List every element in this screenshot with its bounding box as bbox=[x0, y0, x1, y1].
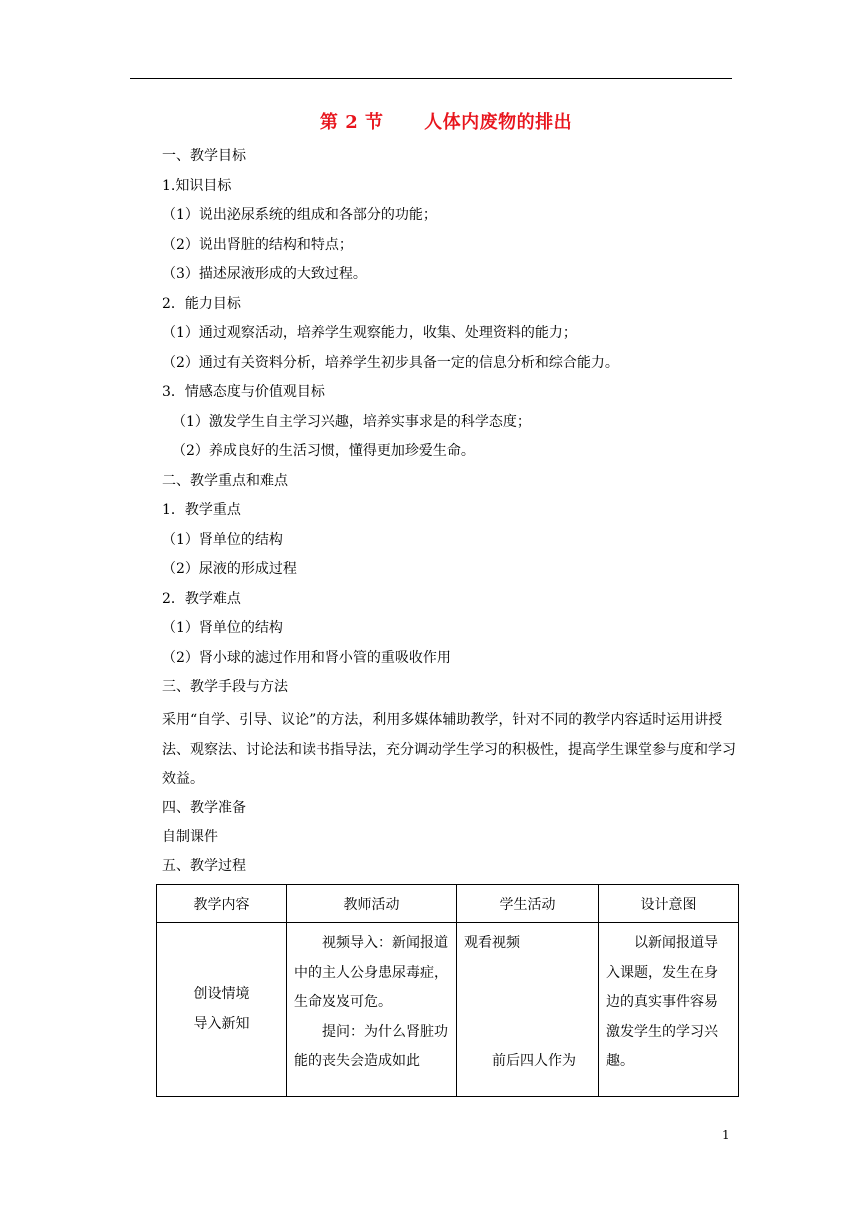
outline-line: 三、教学手段与方法 bbox=[162, 679, 288, 695]
outline-line: （1）肾单位的结构 bbox=[162, 620, 283, 636]
outline-line: 2．能力目标 bbox=[162, 296, 241, 312]
table-header-cell: 设计意图 bbox=[599, 885, 739, 923]
outline-line: （2）尿液的形成过程 bbox=[162, 561, 297, 577]
outline-line: 1.知识目标 bbox=[162, 178, 232, 194]
table-row bbox=[157, 923, 739, 1097]
outline-line: （2）养成良好的生活习惯，懂得更加珍爱生命。 bbox=[172, 443, 475, 459]
outline-line: 1．教学重点 bbox=[162, 502, 241, 518]
design-intent-text: 以新闻报道导入课题，发生在身边的真实事件容易激发学生的学习兴趣。 bbox=[606, 935, 718, 1069]
student-activity-cell bbox=[457, 923, 599, 1097]
header-rule bbox=[130, 78, 732, 79]
outline-line: 一、教学目标 bbox=[162, 148, 246, 164]
table-header-cell: 教学内容 bbox=[157, 885, 287, 923]
teacher-activity-cell bbox=[287, 923, 457, 1097]
section-heading: 四、教学准备 bbox=[162, 800, 246, 816]
content-line: 创设情境 bbox=[193, 986, 250, 1002]
method-paragraph bbox=[162, 706, 738, 795]
table-header-cell: 学生活动 bbox=[457, 885, 599, 923]
content-line: 导入新知 bbox=[193, 1015, 250, 1032]
page-number: 1 bbox=[722, 1128, 730, 1142]
student-activity-text: 前后四人作为 bbox=[492, 1053, 576, 1069]
outline-line: 二、教学重点和难点 bbox=[162, 473, 288, 489]
process-table bbox=[156, 884, 739, 1097]
method-paragraph-text: 采用“自学、引导、议论”的方法，利用多媒体辅助教学，针对不同的教学内容适时运用讲授法、观察法、讨论法和读书指导法，充分调动学生学习的积极性，提高学生课堂参与度和学习效益。 bbox=[162, 712, 736, 787]
teacher-activity-text: 提问：为什么肾脏功能的丧失会造成如此 bbox=[294, 1023, 448, 1069]
outline-line: 3．情感态度与价值观目标 bbox=[162, 384, 325, 400]
preparation-text: 自制课件 bbox=[162, 829, 218, 845]
section-heading: 五、教学过程 bbox=[162, 858, 246, 874]
outline-line: （1）肾单位的结构 bbox=[162, 532, 283, 548]
table-header-row bbox=[157, 885, 739, 923]
outline-line: （2）说出肾脏的结构和特点； bbox=[162, 237, 353, 253]
outline-line: （1）激发学生自主学习兴趣，培养实事求是的科学态度； bbox=[172, 414, 531, 430]
page-title: 第 2 节 人体内废物的排出 bbox=[319, 112, 573, 133]
student-activity-text: 观看视频 bbox=[464, 935, 520, 951]
outline-line: （2）肾小球的滤过作用和肾小管的重吸收作用 bbox=[162, 650, 451, 666]
outline-line: （1）通过观察活动，培养学生观察能力，收集、处理资料的能力； bbox=[162, 325, 577, 341]
teacher-activity-text: 视频导入：新闻报道中的主人公身患尿毒症，生命岌岌可危。 bbox=[294, 935, 448, 1010]
outline-line: （2）通过有关资料分析，培养学生初步具备一定的信息分析和综合能力。 bbox=[162, 355, 619, 371]
outline-line: （3）描述尿液形成的大致过程。 bbox=[162, 266, 367, 282]
design-intent-cell bbox=[599, 923, 739, 1097]
content-cell bbox=[157, 923, 287, 1097]
table-header-cell: 教师活动 bbox=[287, 885, 457, 923]
outline-line: （1）说出泌尿系统的组成和各部分的功能； bbox=[162, 207, 437, 223]
outline-line: 2．教学难点 bbox=[162, 591, 241, 607]
